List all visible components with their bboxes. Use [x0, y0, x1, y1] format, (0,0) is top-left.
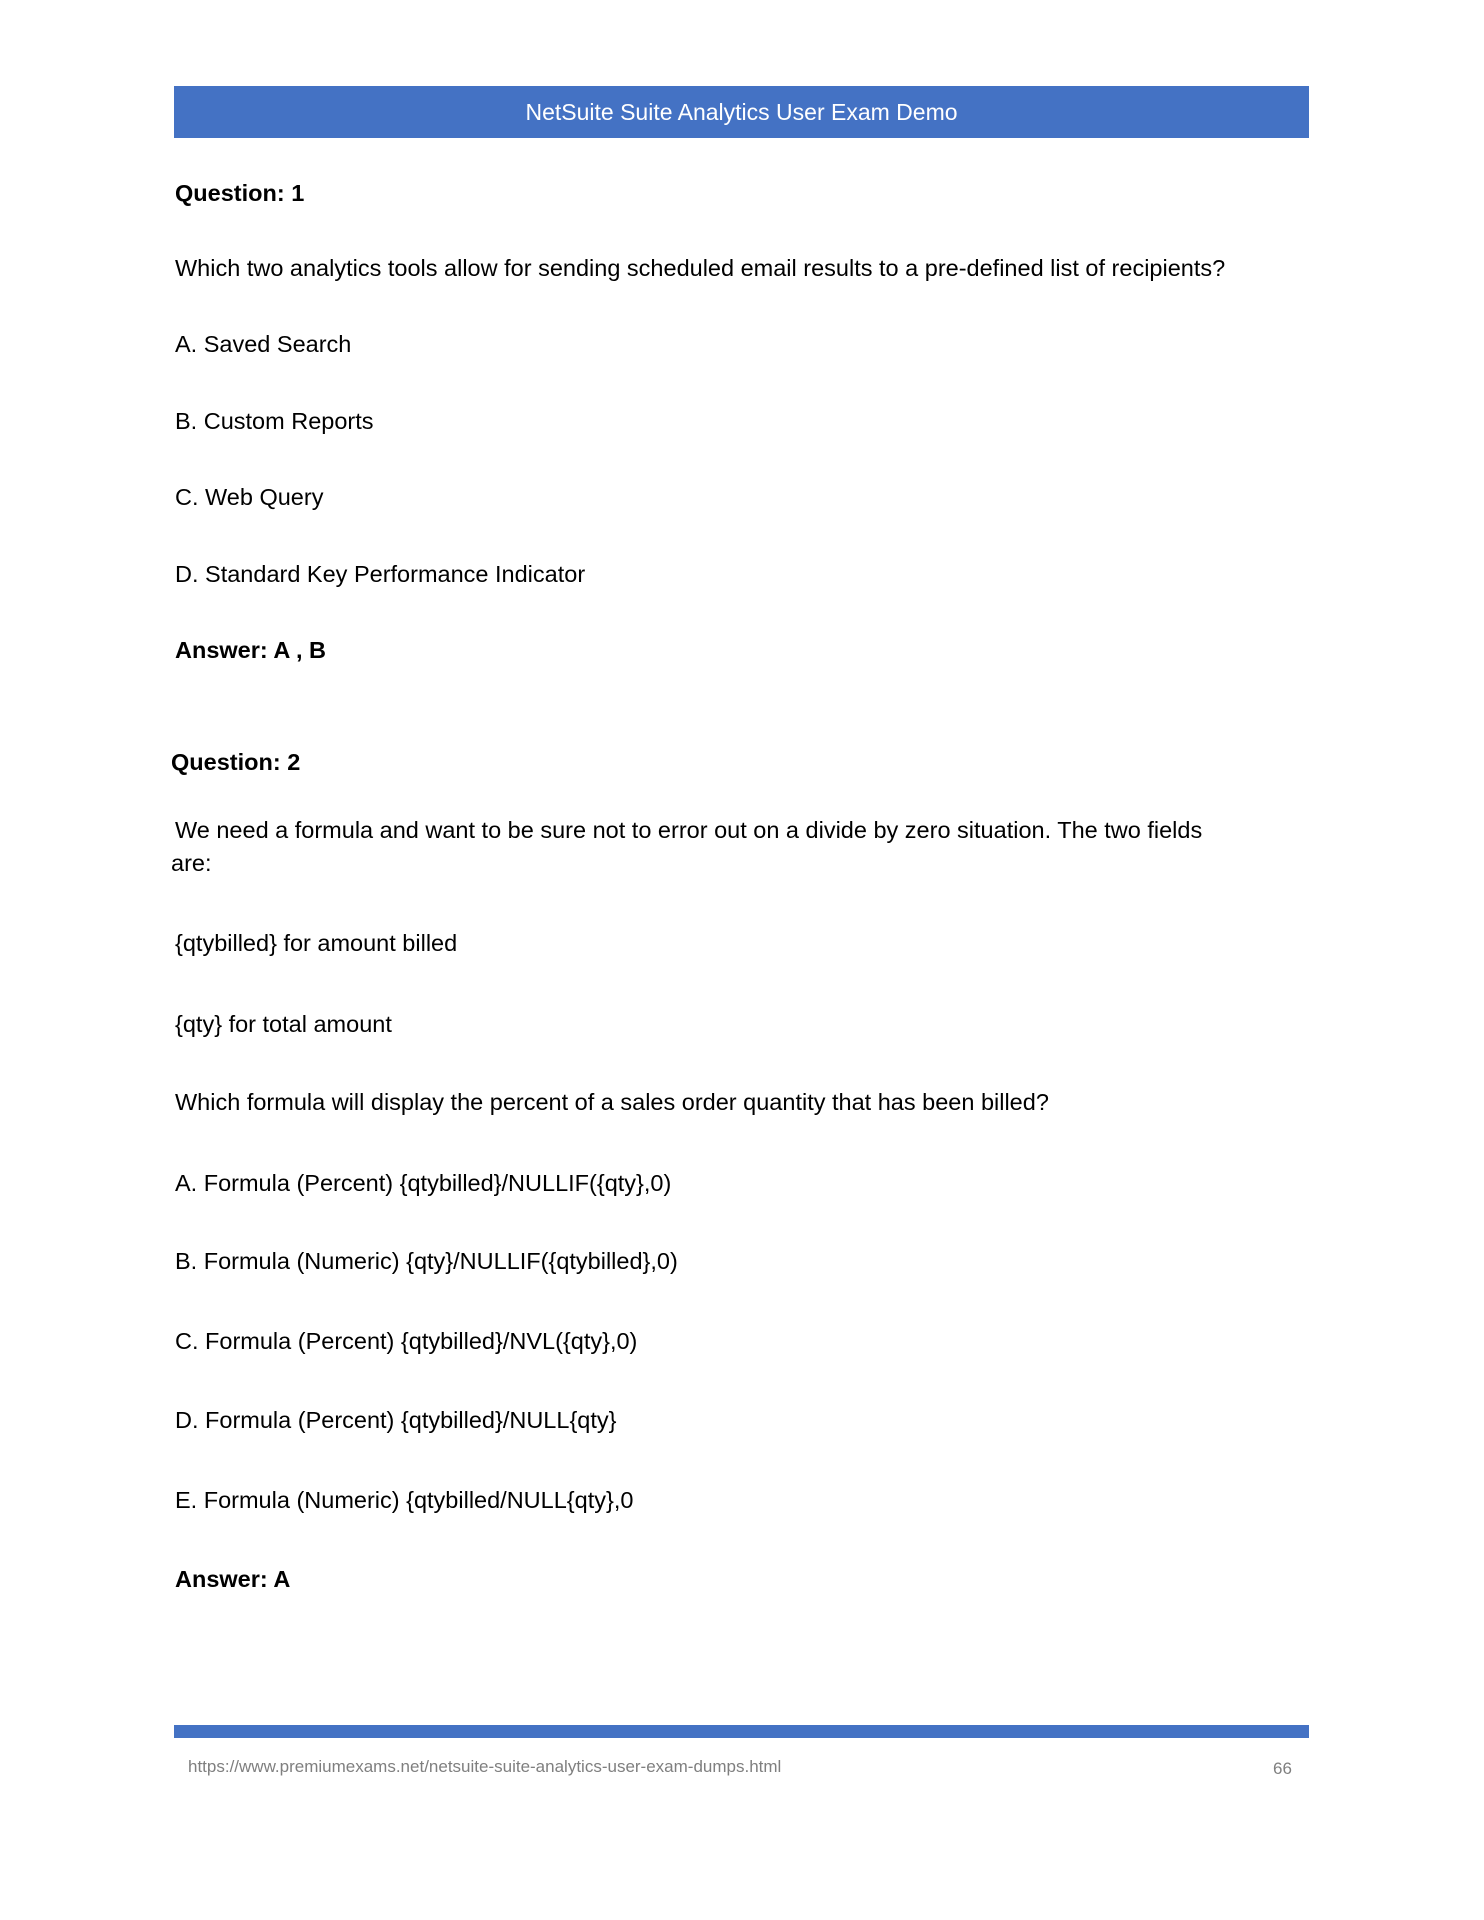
- question-1-option-c: C. Web Query: [175, 484, 324, 510]
- header-title: NetSuite Suite Analytics User Exam Demo: [525, 98, 958, 125]
- question-2-option-d: D. Formula (Percent) {qtybilled}/NULL{qty}: [175, 1407, 617, 1433]
- page-header-banner: [174, 86, 1309, 138]
- question-2-option-a: A. Formula (Percent) {qtybilled}/NULLIF({qty},0): [175, 1170, 672, 1196]
- question-2-field-2: {qty} for total amount: [175, 1011, 392, 1037]
- question-1-option-d: D. Standard Key Performance Indicator: [175, 561, 586, 587]
- question-1-label: Question: 1: [175, 180, 305, 206]
- question-2-field-1: {qtybilled} for amount billed: [175, 930, 458, 956]
- page-number: 66: [1273, 1759, 1292, 1778]
- footer-divider: [174, 1725, 1309, 1738]
- question-2-text-line2: are:: [171, 850, 212, 876]
- question-2-prompt: Which formula will display the percent of a sales order quantity that has been billed?: [175, 1089, 1049, 1115]
- question-2-option-e: E. Formula (Numeric) {qtybilled/NULL{qty},0: [175, 1487, 634, 1513]
- footer-url-link[interactable]: https://www.premiumexams.net/netsuite-suite-analytics-user-exam-dumps.html: [188, 1757, 782, 1776]
- question-2-option-b: B. Formula (Numeric) {qty}/NULLIF({qtybilled},0): [175, 1248, 678, 1274]
- question-2-label: Question: 2: [171, 749, 301, 775]
- question-1-text: Which two analytics tools allow for sending scheduled email results to a pre-defined list of recipients?: [175, 255, 1226, 281]
- question-1-answer: Answer: A , B: [175, 637, 327, 663]
- question-2-text-line1: We need a formula and want to be sure not to error out on a divide by zero situation. The two fields: [175, 817, 1203, 843]
- question-2-option-c: C. Formula (Percent) {qtybilled}/NVL({qty},0): [175, 1328, 638, 1354]
- question-1-option-a: A. Saved Search: [175, 331, 352, 357]
- question-2-answer: Answer: A: [175, 1566, 291, 1592]
- question-1-option-b: B. Custom Reports: [175, 408, 374, 434]
